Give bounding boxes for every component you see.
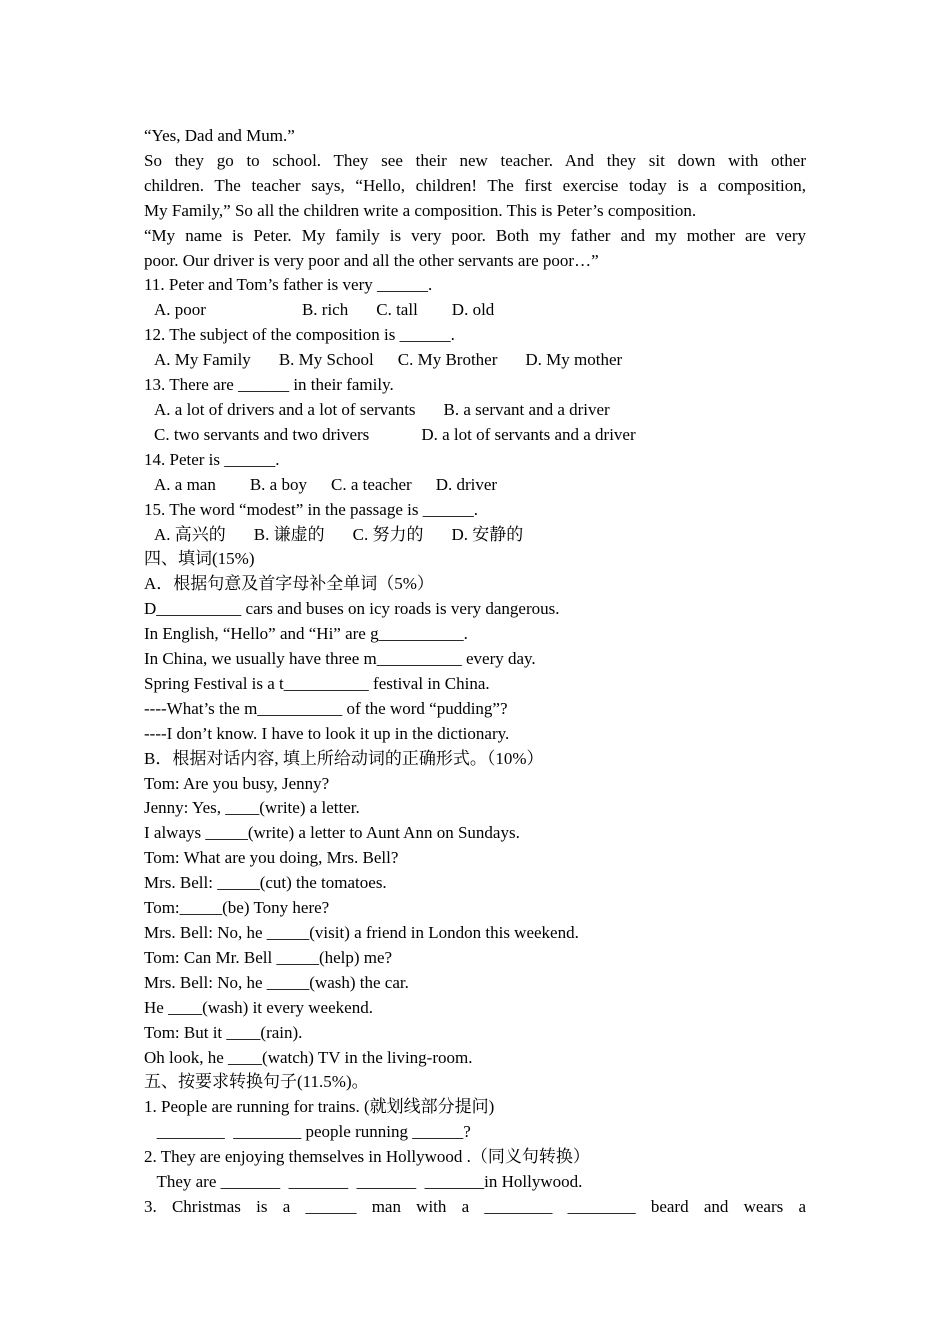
passage-line: “Yes, Dad and Mum.”: [144, 126, 295, 145]
option: B. My School: [278, 350, 374, 370]
question-stem: 15. The word “modest” in the passage is ______.: [144, 499, 478, 519]
transformation-answer: ________ ________ people running ______?: [144, 1122, 471, 1142]
section-5-title: 五、按要求转换句子(11.5%)。: [144, 1072, 369, 1092]
question-stem: 11. Peter and Tom’s father is very ______.: [144, 275, 433, 295]
question-options: [144, 423, 806, 448]
option: D. driver: [435, 474, 498, 494]
transformation-answer: They are _______ _______ _______ _______in Hollywood.: [144, 1172, 583, 1192]
worksheet-page: [144, 124, 806, 1220]
question-stem: 13. There are ______ in their family.: [144, 375, 394, 395]
option: D. My mother: [525, 350, 623, 370]
dialogue-line: Jenny: Yes, ____(write) a letter.: [144, 798, 360, 818]
option: A. 高兴的: [154, 524, 226, 544]
option: D. 安静的: [451, 524, 524, 544]
question-stem: 14. Peter is ______.: [144, 449, 280, 469]
word-completion-item: In China, we usually have three m__________ every day.: [144, 649, 536, 669]
dialogue-line: Mrs. Bell: No, he _____(visit) a friend in London this weekend.: [144, 923, 579, 942]
section-4-title: 四、填词(15%): [144, 549, 255, 569]
dialogue-line: Mrs. Bell: No, he _____(wash) the car.: [144, 972, 409, 992]
dialogue-line: I always _____(write) a letter to Aunt Ann on Sundays.: [144, 823, 520, 843]
question-options: [144, 473, 806, 498]
question-options: [144, 348, 806, 373]
question-stem: 12. The subject of the composition is ______.: [144, 325, 455, 345]
option: A. a lot of drivers and a lot of servants: [154, 399, 416, 419]
option: B. 谦虚的: [253, 524, 325, 544]
option: C. two servants and two drivers: [154, 424, 370, 444]
question-options: [144, 523, 806, 548]
section-4a-title: A．根据句意及首字母补全单词（5%）: [144, 574, 434, 594]
option: C. My Brother: [397, 350, 498, 370]
dialogue-line: Mrs. Bell: _____(cut) the tomatoes.: [144, 873, 387, 893]
passage-line: “My name is Peter. My family is very poor. Both my father and my mother are very: [144, 225, 806, 245]
option: C. 努力的: [352, 524, 424, 544]
reading-passage: [144, 124, 806, 273]
section-4b-title: B．根据对话内容, 填上所给动词的正确形式。（10%）: [144, 748, 544, 768]
option: C. tall: [376, 300, 418, 320]
dialogue-line: Tom: Can Mr. Bell _____(help) me?: [144, 947, 393, 967]
option: A. poor: [154, 300, 206, 320]
option: D. a lot of servants and a driver: [421, 424, 636, 444]
reading-questions: [144, 273, 806, 547]
transformation-question: 3. Christmas is a ______ man with a ________ ________ beard and wears a: [144, 1196, 806, 1216]
option: A. My Family: [154, 350, 251, 370]
option: B. a boy: [249, 474, 307, 494]
dialogue-line: Tom: Are you busy, Jenny?: [144, 773, 330, 793]
passage-line: My Family,” So all the children write a composition. This is Peter’s composition.: [144, 200, 697, 220]
dialogue-line: Tom: But it ____(rain).: [144, 1022, 303, 1042]
word-completion-item: ----I don’t know. I have to look it up in the dictionary.: [144, 723, 510, 743]
word-completion-item: Spring Festival is a t__________ festival in China.: [144, 673, 490, 693]
question-options: [144, 298, 806, 323]
dialogue-line: Tom:_____(be) Tony here?: [144, 898, 330, 918]
transformation-question: 1. People are running for trains. (就划线部分提问): [144, 1097, 495, 1117]
word-completion-item: ----What’s the m__________ of the word “pudding”?: [144, 698, 508, 718]
verb-form-dialogue: [144, 772, 806, 1071]
word-completion-item: In English, “Hello” and “Hi” are g__________.: [144, 624, 468, 644]
option: C. a teacher: [330, 474, 412, 494]
option: D. old: [451, 300, 495, 320]
passage-line: So they go to school. They see their new teacher. And they sit down with other: [144, 150, 806, 170]
option: B. rich: [301, 300, 349, 320]
passage-line: children. The teacher says, “Hello, children! The first exercise today is a composition,: [144, 175, 806, 195]
option: A. a man: [154, 474, 216, 494]
dialogue-line: Tom: What are you doing, Mrs. Bell?: [144, 848, 399, 868]
dialogue-line: He ____(wash) it every weekend.: [144, 997, 373, 1017]
question-options: [144, 398, 806, 423]
word-completion-list: [144, 597, 806, 746]
transformation-question: 2. They are enjoying themselves in Hollywood .（同义句转换）: [144, 1147, 590, 1167]
option: B. a servant and a driver: [443, 399, 610, 419]
passage-line: poor. Our driver is very poor and all the other servants are poor…”: [144, 250, 599, 270]
dialogue-line: Oh look, he ____(watch) TV in the living-room.: [144, 1047, 473, 1067]
word-completion-item: D__________ cars and buses on icy roads is very dangerous.: [144, 599, 560, 619]
sentence-transformation-list: [144, 1095, 806, 1220]
